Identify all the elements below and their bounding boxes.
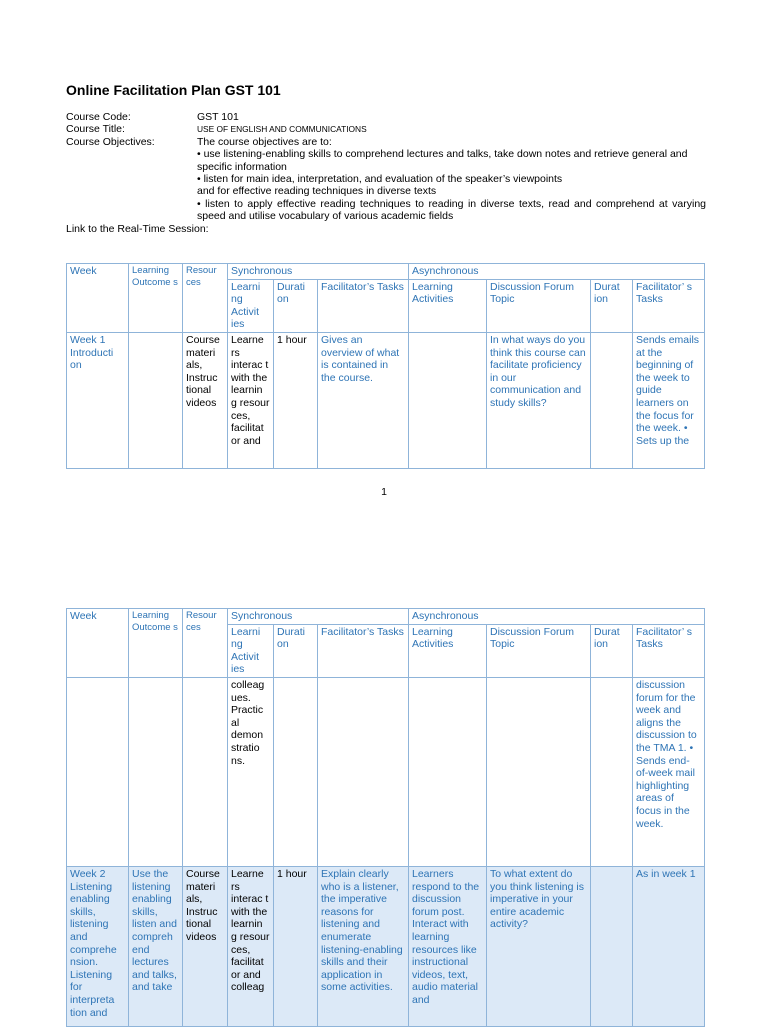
table-row (67, 677, 705, 866)
course-title-row (66, 123, 706, 135)
header-sync-duration: Durati on (274, 279, 318, 332)
header-resources: Resour ces (183, 264, 228, 333)
header-asynchronous: Asynchronous (409, 264, 705, 280)
header-synchronous: Synchronous (228, 609, 409, 625)
async-duration-cell (591, 332, 633, 468)
week-cell: Week 1 Introducti on (67, 332, 129, 468)
sync-duration-cell: 1 hour (274, 332, 318, 468)
document-title: Online Facilitation Plan GST 101 (66, 82, 281, 98)
header-week: Week (67, 264, 129, 333)
course-objectives-list (197, 136, 706, 223)
header-learning-outcomes: Learning Outcome s (129, 264, 183, 333)
forum-topic-cell (487, 677, 591, 866)
header-week: Week (67, 609, 129, 678)
header-discussion-forum-topic: Discussion Forum Topic (487, 279, 591, 332)
objective-3: • listen to apply effective reading techniques to reading in diverse texts, read and comprehend at varying speed and utilise vocabulary of various academic fields (197, 197, 706, 223)
facilitation-table-page-2 (66, 608, 705, 1027)
sync-activities-cell: colleag ues. Practic al demon stratio ns. (228, 677, 274, 866)
async-tasks-cell: Sends emails at the beginning of the week to guide learners on the focus for the week. • Sets up the (633, 332, 705, 468)
resources-cell: Course materi als, Instruc tional videos (183, 866, 228, 1026)
header-learning-outcomes: Learning Outcome s (129, 609, 183, 678)
header-sync-facilitator-tasks: Facilitator’s Tasks (318, 279, 409, 332)
facilitator-tasks-cell: Explain clearly who is a listener, the imperative reasons for listening and enumerate listening-enabling skills and their application in some activities. (318, 866, 409, 1026)
header-synchronous: Synchronous (228, 264, 409, 280)
course-objectives-row (66, 136, 706, 223)
header-discussion-forum-topic: Discussion Forum Topic (487, 624, 591, 677)
course-objectives-label: Course Objectives: (66, 135, 155, 148)
objective-2-continued: and for effective reading techniques in diverse texts (197, 185, 437, 198)
async-duration-cell (591, 677, 633, 866)
header-async-duration: Durat ion (591, 624, 633, 677)
objective-2: • listen for main idea, interpretation, and evaluation of the speaker’s viewpoints (197, 173, 563, 186)
async-activities-cell (409, 332, 487, 468)
header-asynchronous: Asynchronous (409, 609, 705, 625)
header-sync-learning-activities: Learni ng Activit ies (228, 279, 274, 332)
objectives-intro: The course objectives are to: (197, 135, 332, 148)
course-code-value: GST 101 (197, 111, 239, 123)
header-async-facilitator-tasks: Facilitator’ s Tasks (633, 279, 705, 332)
async-activities-cell: Learners respond to the discussion forum post. Interact with learning resources like instructional videos, text, audio material and (409, 866, 487, 1026)
header-async-duration: Durat ion (591, 279, 633, 332)
async-duration-cell (591, 866, 633, 1026)
sync-duration-cell: 1 hour (274, 866, 318, 1026)
table-row (67, 866, 705, 1026)
header-sync-duration: Durati on (274, 624, 318, 677)
facilitator-tasks-cell (318, 677, 409, 866)
page-2 (0, 560, 768, 1024)
forum-topic-cell: To what extent do you think listening is imperative in your entire academic activity? (487, 866, 591, 1026)
course-code-label: Course Code: (66, 111, 131, 123)
course-info (66, 111, 706, 235)
outcomes-cell (129, 677, 183, 866)
outcomes-cell (129, 332, 183, 468)
sync-activities-cell: Learne rs interac t with the learnin g resour ces, facilitat or and (228, 332, 274, 468)
async-activities-cell (409, 677, 487, 866)
table-row (67, 332, 705, 468)
header-async-learning-activities: Learning Activities (409, 624, 487, 677)
header-resources: Resour ces (183, 609, 228, 678)
resources-cell: Course materi als, Instruc tional videos (183, 332, 228, 468)
real-time-session-link-label: Link to the Real-Time Session: (66, 222, 209, 235)
page-number: 1 (381, 486, 387, 498)
async-tasks-cell: As in week 1 (633, 866, 705, 1026)
course-code-row (66, 111, 706, 123)
table-group-header (67, 264, 705, 280)
sync-duration-cell (274, 677, 318, 866)
sync-activities-cell: Learne rs interac t with the learnin g resour ces, facilitat or and colleag (228, 866, 274, 1026)
facilitator-tasks-cell: Gives an overview of what is contained in the course. (318, 332, 409, 468)
week-cell: Week 2 Listening enabling skills, listening and comprehe nsion. Listening for interpreta tion and (67, 866, 129, 1026)
course-title-value: USE OF ENGLISH AND COMMUNICATIONS (197, 124, 367, 135)
header-async-learning-activities: Learning Activities (409, 279, 487, 332)
facilitation-table-page-1 (66, 263, 705, 469)
course-title-label: Course Title: (66, 123, 125, 136)
resources-cell (183, 677, 228, 866)
week-cell (67, 677, 129, 866)
outcomes-cell: Use the listening enabling skills, listen and compreh end lectures and talks, and take (129, 866, 183, 1026)
forum-topic-cell: In what ways do you think this course can facilitate proficiency in our communication and study skills? (487, 332, 591, 468)
async-tasks-cell: discussion forum for the week and aligns the discussion to the TMA 1. • Sends end-of-week mail highlighting areas of focus in the week. (633, 677, 705, 866)
header-sync-facilitator-tasks: Facilitator’s Tasks (318, 624, 409, 677)
table-group-header (67, 609, 705, 625)
objective-1: • use listening-enabling skills to comprehend lectures and talks, take down notes and retrieve general and specific information (197, 148, 688, 173)
header-async-facilitator-tasks: Facilitator’ s Tasks (633, 624, 705, 677)
header-sync-learning-activities: Learni ng Activit ies (228, 624, 274, 677)
